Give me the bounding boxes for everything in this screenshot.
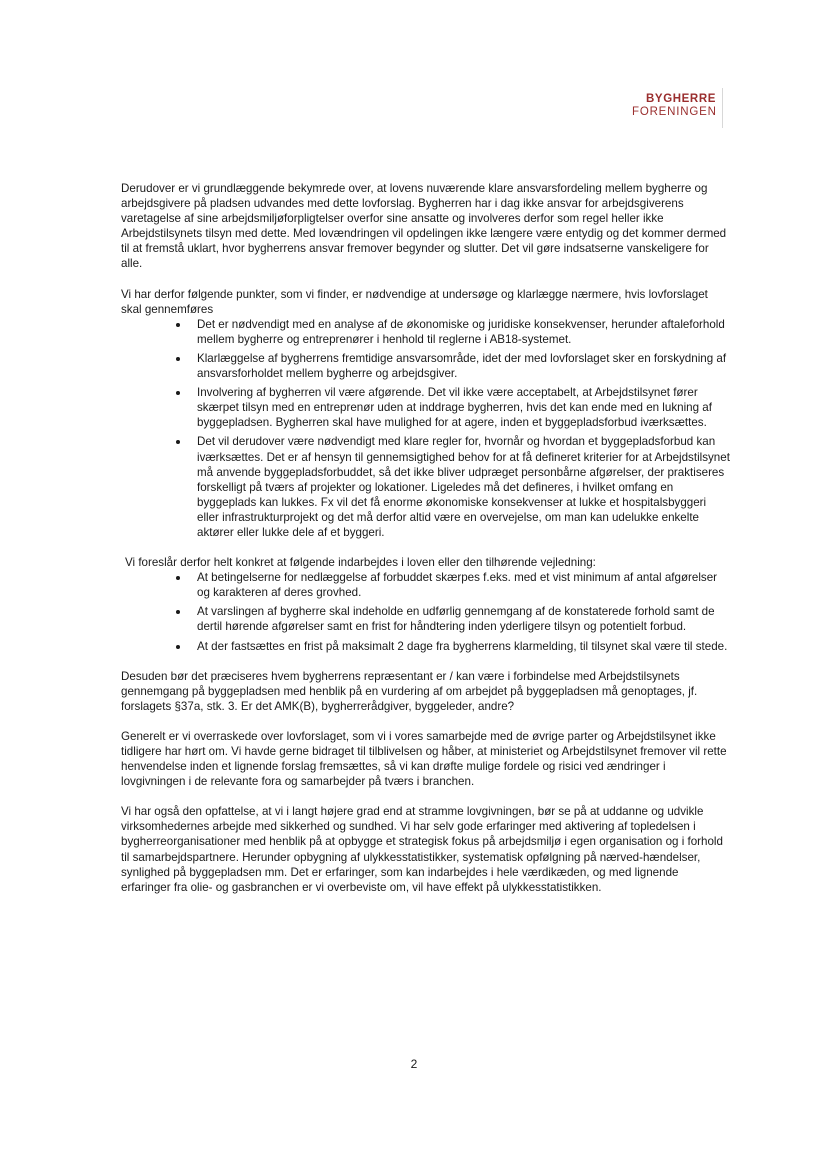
paragraph-representative: Desuden bør det præciseres hvem bygherrens repræsentant er / kan være i forbindelse med Arbejdstilsynets gennemgang på byggepladsen med henblik på en vurdering af om arbejdet på byggepladsen må genoptages, jf. forslagets §37a, stk. 3. Er det AMK(B), bygherrerådgiver, byggeleder, andre?	[121, 669, 698, 713]
list-item: At varslingen af bygherre skal indeholde en udførlig gennemgang af de konstaterede forhold samt de dertil hørende afgørelser samt en frist for håndtering inden yderligere tilsyn og potentielt forbud.	[197, 604, 731, 634]
bullet-icon	[176, 323, 180, 327]
bullet-icon	[176, 576, 180, 580]
list-item: Klarlæggelse af bygherrens fremtidige ansvarsområde, idet der med lovforslaget sker en forskydning af ansvarsforholdet mellem bygherre og arbejdsgiver.	[197, 351, 731, 381]
proposals-list	[121, 570, 731, 653]
bullet-icon	[176, 357, 180, 361]
letter-body	[121, 181, 731, 895]
page-number: 2	[410, 1057, 418, 1071]
bullet-icon	[176, 610, 180, 614]
list-item: At betingelserne for nedlæggelse af forbuddet skærpes f.eks. med et vist minimum af antal afgørelser og karakteren af deres grovhed.	[197, 570, 731, 600]
bullet-icon	[176, 391, 180, 395]
list-item: Det vil derudover være nødvendigt med klare regler for, hvornår og hvordan et byggepladsforbud kan iværksættes. Det er af hensyn til gennemsigtighed behov for at få defineret kriterier for at Arbejdstilsynet må anvende byggepladsforbuddet, så det ikke bliver udpræget personbårne afgørelser, der praktiseres forskelligt på tværs af projekter og lokationer. Ligeledes må det defineres, i hvilket omfang en byggeplads kan lukkes. Fx vil det få enorme økonomiske konsekvenser at lukke et hospitalsbyggeri eller infrastrukturprojekt og det må derfor altid være en overvejelse, om man kan udelukke enkelte aktører eller lukke dele af et byggeri.	[197, 434, 731, 540]
points-list	[121, 317, 731, 540]
paragraph-proposals-intro: Vi foreslår derfor helt konkret at følgende indarbejdes i loven eller den tilhørende vejledning:	[125, 556, 596, 570]
list-item: At der fastsættes en frist på maksimalt 2 dage fra bygherrens klarmelding, til tilsynet skal være til stede.	[197, 639, 731, 654]
paragraph-points-intro: Vi har derfor følgende punkter, som vi finder, er nødvendige at undersøge og klarlægge nærmere, hvis lovforslaget skal gennemføres	[121, 287, 708, 316]
logo-line-2: FORENINGEN	[632, 106, 717, 118]
bullet-icon	[176, 645, 180, 649]
paragraph-surprise: Generelt er vi overraskede over lovforslaget, som vi i vores samarbejde med de øvrige parter og Arbejdstilsynet ikke tidligere har hørt om. Vi havde gerne bidraget til tilblivelsen og håber, at ministeriet og Arbejdstilsynet fremover vil rette henvendelse inden et lignende forslag fremsættes, så vi kan drøfte mulige fordele og risici ved ændringer i lovgivningen i de relevante fora og samarbejder på tværs i branchen.	[121, 729, 727, 789]
bygherreforeningen-logo	[632, 93, 716, 119]
list-item: Involvering af bygherren vil være afgørende. Det vil ikke være acceptabelt, at Arbejdstilsynet fører skærpet tilsyn med en entreprenør uden at inddrage bygherren, hvis det kan ende med en lukning af byggepladsen. Bygherren skal have mulighed for at agere, inden et byggepladsforbud iværksættes.	[197, 385, 731, 430]
bullet-icon	[176, 440, 180, 444]
paragraph-education: Vi har også den opfattelse, at vi i langt højere grad end at stramme lovgivningen, bør se på at uddanne og udvikle virksomhedernes arbejde med sikkerhed og sundhed. Vi har selv gode erfaringer med aktivering af topledelsen i bygherreorganisationer med henblik på at opbygge et strategisk fokus på arbejdsmiljø i egen organisation og i forhold til samarbejdspartnere. Herunder opbygning af ulykkesstatistikker, systematisk opfølgning på nærved-hændelser, synlighed på byggepladsen mm. Det er erfaringer, som kan indarbejdes i hele værdikæden, og med lignende erfaringer fra olie- og gasbranchen er vi overbeviste om, vil have effekt på ulykkesstatistikken.	[121, 805, 723, 894]
paragraph-concerns: Derudover er vi grundlæggende bekymrede over, at lovens nuværende klare ansvarsfordeling mellem bygherre og arbejdsgivere på pladsen udvandes med dette lovforslag. Bygherren har i dag ikke ansvar for arbejdsgiverens varetagelse af sine arbejdsmiljøforpligtelser overfor sine ansatte og involveres derfor som regel heller ikke Arbejdstilsynets tilsyn med dette. Med lovændringen vil opdelingen ikke længere være entydig og det kommer dermed til at fremstå uklart, hvor bygherrens ansvar fremover begynder og slutter. Det vil gøre indsatserne vanskeligere for alle.	[121, 182, 727, 271]
list-item: Det er nødvendigt med en analyse af de økonomiske og juridiske konsekvenser, herunder aftaleforhold mellem bygherre og entreprenører i henhold til reglerne i AB18-systemet.	[197, 317, 731, 347]
logo-line-1: BYGHERRE	[646, 93, 716, 105]
logo-divider	[722, 88, 723, 128]
